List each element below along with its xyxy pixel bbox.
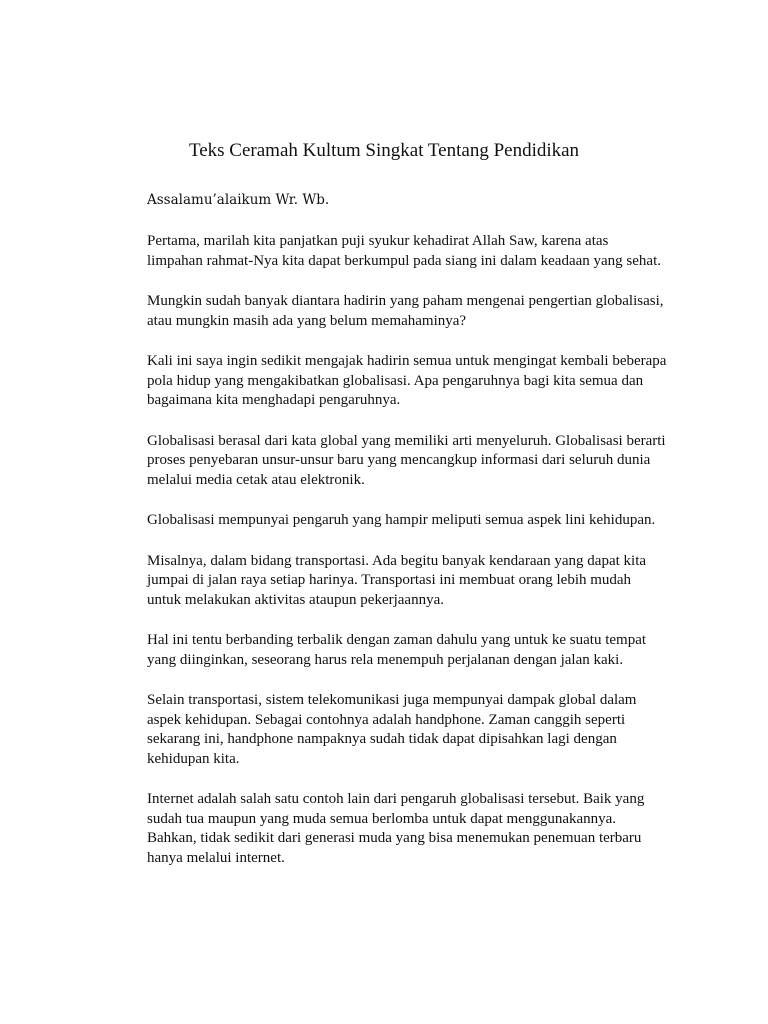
- paragraph-7: Hal ini tentu berbanding terbalik dengan zaman dahulu yang untuk ke suatu tempat yang diinginkan, seseorang harus rela menempuh perjalanan dengan jalan kaki.: [147, 632, 647, 668]
- paragraph-2: Mungkin sudah banyak diantara hadirin yang paham mengenai pengertian globalisasi, atau mungkin masih ada yang belum memahaminya?: [147, 293, 664, 329]
- paragraph-9: Internet adalah salah satu contoh lain dari pengaruh globalisasi tersebut. Baik yang sudah tua maupun yang muda semua berlomba untuk dapat menggunakannya. Bahkan, tidak sedikit dari generasi muda yang bisa menemukan penemuan terbaru hanya melalui internet.: [147, 791, 645, 866]
- paragraph-6: Misalnya, dalam bidang transportasi. Ada begitu banyak kendaraan yang dapat kita jumpai di jalan raya setiap harinya. Transportasi ini membuat orang lebih mudah untuk melakukan aktivitas ataupun pekerjaannya.: [147, 552, 647, 608]
- paragraph-5: Globalisasi mempunyai pengaruh yang hampir meliputi semua aspek lini kehidupan.: [147, 512, 656, 528]
- paragraph-1: Pertama, marilah kita panjatkan puji syukur kehadirat Allah Saw, karena atas limpahan rahmat-Nya kita dapat berkumpul pada siang ini dalam keadaan yang sehat.: [147, 233, 661, 269]
- paragraph-4: Globalisasi berasal dari kata global yang memiliki arti menyeluruh. Globalisasi berarti proses penyebaran unsur-unsur baru yang mencangkup informasi dari seluruh dunia melalui media cetak atau elektronik.: [147, 432, 666, 488]
- paragraph-8: Selain transportasi, sistem telekomunikasi juga mempunyai dampak global dalam aspek kehidupan. Sebagai contohnya adalah handphone. Zaman canggih seperti sekarang ini, handphone nampaknya sudah tidak dapat dipisahkan lagi dengan kehidupan kita.: [147, 692, 637, 767]
- document-title: Teks Ceramah Kultum Singkat Tentang Pendidikan: [188, 140, 580, 161]
- greeting-line: Assalamu’alaikum Wr. Wb.: [147, 192, 330, 208]
- document-body: [147, 190, 667, 889]
- paragraph-3: Kali ini saya ingin sedikit mengajak hadirin semua untuk mengingat kembali beberapa pola hidup yang mengakibatkan globalisasi. Apa pengaruhnya bagi kita semua dan bagaimana kita menghadapi pengaruhnya.: [147, 353, 667, 408]
